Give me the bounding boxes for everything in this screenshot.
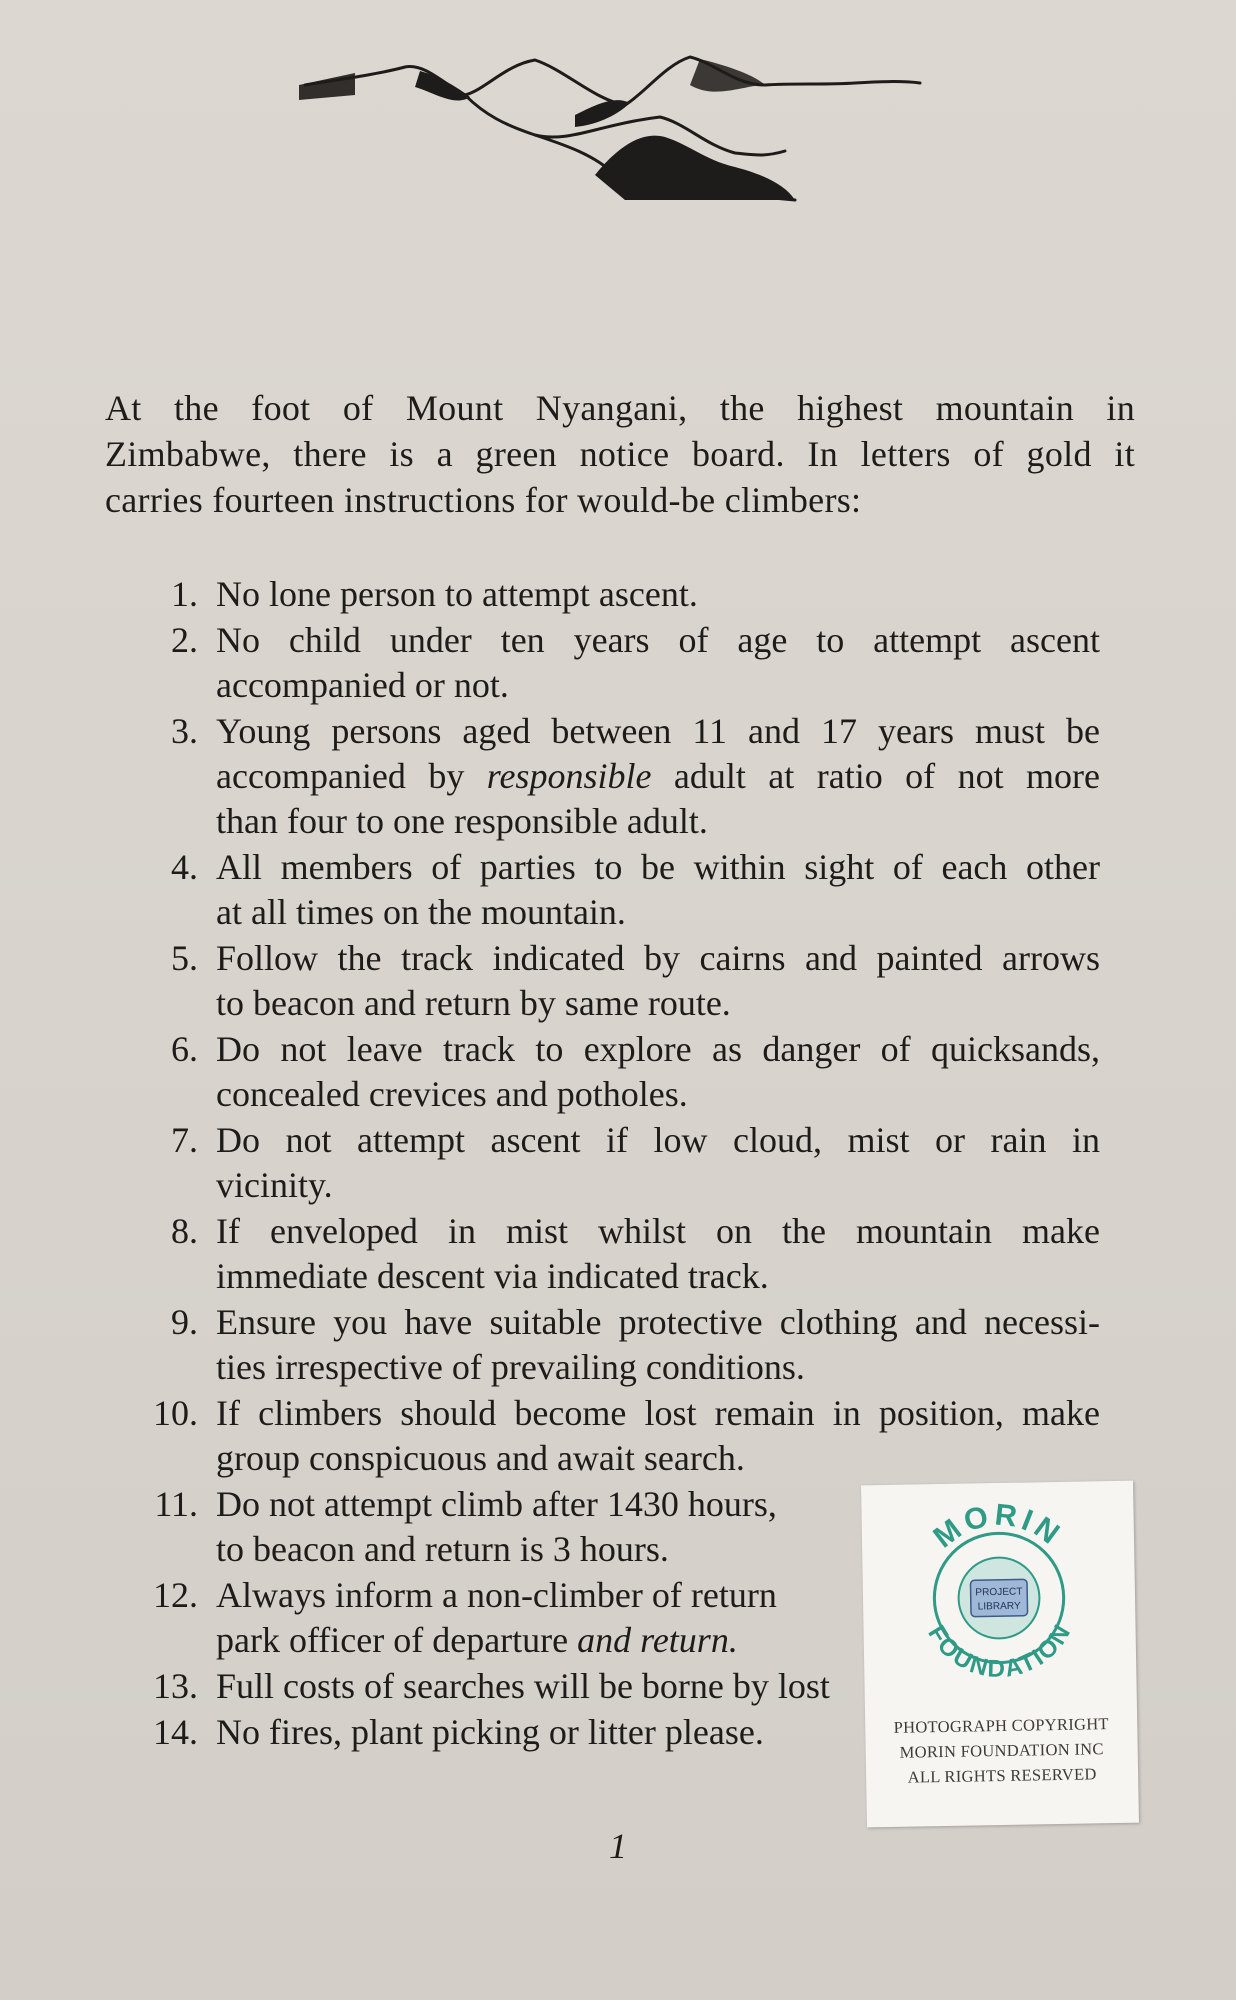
morin-foundation-seal-logo bbox=[896, 1495, 1101, 1700]
rule-text: Do not attempt climb after 1430 hours, bbox=[216, 1484, 777, 1524]
seal-bottom-text: FOUNDATION bbox=[922, 1618, 1078, 1684]
sticker-line: MORIN FOUNDATION INC bbox=[899, 1739, 1104, 1762]
rule-number: 5. bbox=[171, 938, 198, 978]
rule-number: 12. bbox=[153, 1575, 198, 1615]
intro-line: At the foot of Mount Nyangani, the highest mountain in bbox=[105, 388, 1135, 428]
rule-text-part: park officer of departure bbox=[216, 1620, 578, 1660]
sticker-line: PHOTOGRAPH COPYRIGHT bbox=[893, 1714, 1109, 1737]
intro-line: Zimbabwe, there is a green notice board. In letters of gold it bbox=[105, 434, 1135, 474]
rule-text: at all times on the mountain. bbox=[216, 892, 626, 932]
rule-number: 2. bbox=[171, 620, 198, 660]
seal-center-word-1: PROJECT bbox=[975, 1586, 1023, 1599]
rule-text: Do not attempt ascent if low cloud, mist or rain in bbox=[216, 1120, 1100, 1160]
sticker-line: ALL RIGHTS RESERVED bbox=[907, 1764, 1097, 1787]
rule-text-emphasis: and return. bbox=[577, 1620, 738, 1660]
rule-text-part: accompanied by bbox=[216, 756, 487, 796]
rule-text: If climbers should become lost remain in position, make bbox=[216, 1393, 1100, 1433]
rule-text: Do not leave track to explore as danger of quicksands, bbox=[216, 1029, 1100, 1069]
rule-number: 4. bbox=[171, 847, 198, 887]
rule-item bbox=[130, 572, 1100, 617]
rule-number: 6. bbox=[171, 1029, 198, 1069]
rule-item bbox=[130, 1118, 1100, 1208]
rule-text-emphasis: responsible bbox=[486, 756, 652, 796]
rule-number: 8. bbox=[171, 1211, 198, 1251]
rule-item bbox=[130, 1209, 1100, 1299]
rule-text: than four to one responsible adult. bbox=[216, 801, 708, 841]
rule-text: Always inform a non-climber of return bbox=[216, 1575, 777, 1615]
rule-number: 11. bbox=[154, 1484, 198, 1524]
rule-text: vicinity. bbox=[216, 1165, 333, 1205]
rule-text-mixed bbox=[216, 754, 1100, 799]
rule-text-part: adult at ratio of not more bbox=[651, 756, 1100, 796]
svg-text:MORIN bbox=[927, 1497, 1069, 1555]
rule-text: No fires, plant picking or litter please. bbox=[216, 1712, 764, 1752]
rule-item bbox=[130, 1300, 1100, 1390]
rule-text: No lone person to attempt ascent. bbox=[216, 574, 698, 614]
intro-line: carries fourteen instructions for would-be climbers: bbox=[105, 480, 862, 520]
rule-item bbox=[130, 845, 1100, 935]
rule-text: concealed crevices and potholes. bbox=[216, 1074, 688, 1114]
rule-text: ties irrespective of prevailing conditions. bbox=[216, 1347, 805, 1387]
rule-number: 13. bbox=[153, 1666, 198, 1706]
rule-number: 1. bbox=[171, 574, 198, 614]
rule-number: 9. bbox=[171, 1302, 198, 1342]
rule-number: 14. bbox=[153, 1712, 198, 1752]
rule-number: 7. bbox=[171, 1120, 198, 1160]
rule-text: Full costs of searches will be borne by lost bbox=[216, 1666, 830, 1706]
rule-text: Young persons aged between 11 and 17 years must be bbox=[216, 711, 1100, 751]
sticker-copyright-text bbox=[865, 1711, 1138, 1791]
rule-text: group conspicuous and await search. bbox=[216, 1438, 745, 1478]
rule-item bbox=[130, 709, 1100, 844]
page-number: 1 bbox=[609, 1826, 627, 1866]
rule-text: to beacon and return is 3 hours. bbox=[216, 1529, 669, 1569]
rule-text: All members of parties to be within sight of each other bbox=[216, 847, 1100, 887]
rule-text: Follow the track indicated by cairns and painted arrows bbox=[216, 938, 1100, 978]
rule-item bbox=[130, 618, 1100, 708]
rule-item bbox=[130, 1027, 1100, 1117]
rule-number: 3. bbox=[171, 711, 198, 751]
rule-text: No child under ten years of age to attempt ascent bbox=[216, 620, 1100, 660]
copyright-sticker bbox=[861, 1481, 1139, 1828]
mountain-illustration bbox=[295, 45, 925, 205]
rule-text: immediate descent via indicated track. bbox=[216, 1256, 769, 1296]
seal-top-text: MORIN bbox=[927, 1498, 1069, 1555]
rule-text: to beacon and return by same route. bbox=[216, 983, 731, 1023]
rule-number: 10. bbox=[153, 1393, 198, 1433]
rule-text: accompanied or not. bbox=[216, 665, 509, 705]
rule-item bbox=[130, 1391, 1100, 1481]
rule-text: Ensure you have suitable protective clothing and necessi- bbox=[216, 1302, 1100, 1342]
intro-paragraph bbox=[105, 385, 1135, 523]
seal-center-word-2: LIBRARY bbox=[977, 1600, 1021, 1613]
rule-text: If enveloped in mist whilst on the mountain make bbox=[216, 1211, 1100, 1251]
rule-item bbox=[130, 936, 1100, 1026]
